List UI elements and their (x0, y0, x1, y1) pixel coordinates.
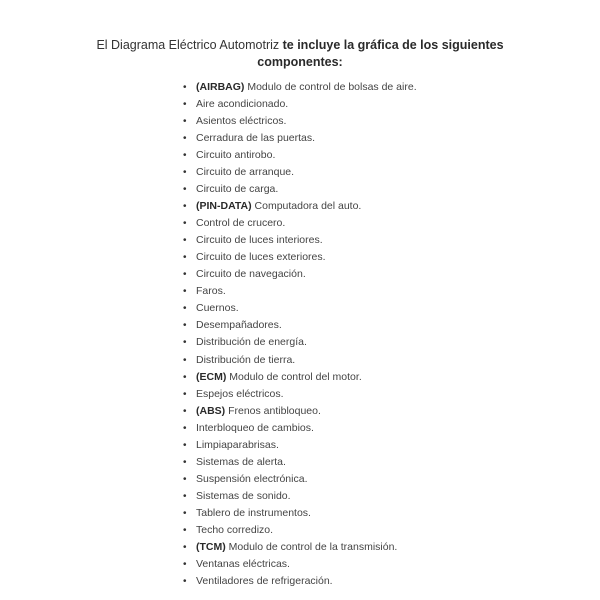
component-item (183, 369, 417, 386)
bullet-icon: • (183, 286, 187, 298)
component-text: Computadora del auto. (251, 200, 362, 213)
component-text: Circuito de navegación. (196, 268, 306, 281)
component-text: Sistemas de sonido. (196, 489, 291, 502)
component-text: Circuito de carga. (196, 183, 279, 196)
component-item (183, 539, 417, 556)
component-list (183, 79, 417, 590)
component-text: Suspensión electrónica. (196, 472, 308, 485)
component-item (183, 249, 417, 266)
intro-emphasis: te incluye la gráfica de los siguientes componentes: (257, 38, 504, 69)
component-text: Circuito de luces exteriores. (196, 251, 326, 264)
component-item (183, 505, 417, 522)
bullet-icon: • (183, 405, 187, 417)
component-item (183, 79, 417, 96)
bullet-icon: • (183, 218, 187, 230)
component-code: (ABS) (196, 404, 226, 417)
component-text: Circuito de arranque. (196, 166, 295, 179)
bullet-icon: • (183, 371, 187, 383)
component-text: Asientos eléctricos. (196, 115, 287, 128)
bullet-icon: • (183, 490, 187, 502)
bullet-icon: • (183, 524, 187, 536)
component-item (183, 317, 417, 334)
component-code: (ECM) (196, 370, 227, 383)
bullet-icon: • (183, 456, 187, 468)
component-text: Interbloqueo de cambios. (196, 421, 314, 434)
component-item (183, 386, 417, 403)
component-text: Faros. (196, 285, 226, 298)
bullet-icon: • (183, 235, 187, 247)
component-item (183, 352, 417, 369)
bullet-icon: • (183, 558, 187, 570)
component-item (183, 198, 417, 215)
component-text: Circuito de luces interiores. (196, 234, 323, 247)
component-item (183, 403, 417, 420)
component-text: Distribución de energía. (196, 336, 307, 349)
bullet-icon: • (183, 337, 187, 349)
component-code: (TCM) (196, 540, 226, 553)
bullet-icon: • (183, 541, 187, 553)
component-text: Tablero de instrumentos. (196, 506, 311, 519)
component-item (183, 573, 417, 590)
component-item (183, 522, 417, 539)
component-item (183, 215, 417, 232)
component-text: Desempañadores. (196, 319, 282, 332)
component-item (183, 130, 417, 147)
bullet-icon: • (183, 320, 187, 332)
component-item (183, 556, 417, 573)
component-item (183, 96, 417, 113)
bullet-icon: • (183, 82, 187, 93)
component-text: Limpiaparabrisas. (196, 438, 279, 451)
component-text: Techo corredizo. (196, 523, 274, 536)
intro-lead: El Diagrama Eléctrico Automotriz (96, 38, 283, 52)
bullet-icon: • (183, 167, 187, 179)
bullet-icon: • (183, 269, 187, 281)
component-item (183, 164, 417, 181)
component-text: Sistemas de alerta. (196, 455, 286, 468)
component-code: (AIRBAG) (196, 81, 245, 93)
component-item (183, 113, 417, 130)
intro-heading (60, 37, 540, 71)
component-text: Espejos eléctricos. (196, 387, 284, 400)
component-item (183, 283, 417, 300)
component-code: (PIN-DATA) (196, 200, 252, 213)
component-item (183, 147, 417, 164)
component-text: Modulo de control del motor. (226, 370, 362, 383)
bullet-icon: • (183, 439, 187, 451)
component-item (183, 334, 417, 351)
bullet-icon: • (183, 116, 187, 128)
bullet-icon: • (183, 252, 187, 264)
component-text: Control de crucero. (196, 217, 286, 230)
bullet-icon: • (183, 388, 187, 400)
component-text: Aire acondicionado. (196, 98, 289, 111)
component-text: Ventanas eléctricas. (196, 557, 290, 570)
bullet-icon: • (183, 303, 187, 315)
bullet-icon: • (183, 150, 187, 162)
component-item (183, 454, 417, 471)
bullet-icon: • (183, 201, 187, 213)
bullet-icon: • (183, 354, 187, 366)
component-text: Cuernos. (196, 302, 239, 315)
component-text: Modulo de control de la transmisión. (225, 540, 398, 553)
bullet-icon: • (183, 575, 187, 587)
component-text: Frenos antibloqueo. (225, 404, 321, 417)
component-item (183, 471, 417, 488)
component-text: Circuito antirobo. (196, 149, 276, 162)
component-text: Modulo de control de bolsas de aire. (244, 81, 417, 93)
component-item (183, 232, 417, 249)
component-text: Distribución de tierra. (196, 353, 296, 366)
component-text: Cerradura de las puertas. (196, 132, 316, 145)
component-item (183, 266, 417, 283)
bullet-icon: • (183, 184, 187, 196)
bullet-icon: • (183, 422, 187, 434)
bullet-icon: • (183, 99, 187, 111)
component-item (183, 420, 417, 437)
bullet-icon: • (183, 133, 187, 145)
component-item (183, 488, 417, 505)
component-item (183, 181, 417, 198)
component-text: Ventiladores de refrigeración. (196, 574, 333, 587)
component-item (183, 300, 417, 317)
bullet-icon: • (183, 507, 187, 519)
component-item (183, 437, 417, 454)
bullet-icon: • (183, 473, 187, 485)
